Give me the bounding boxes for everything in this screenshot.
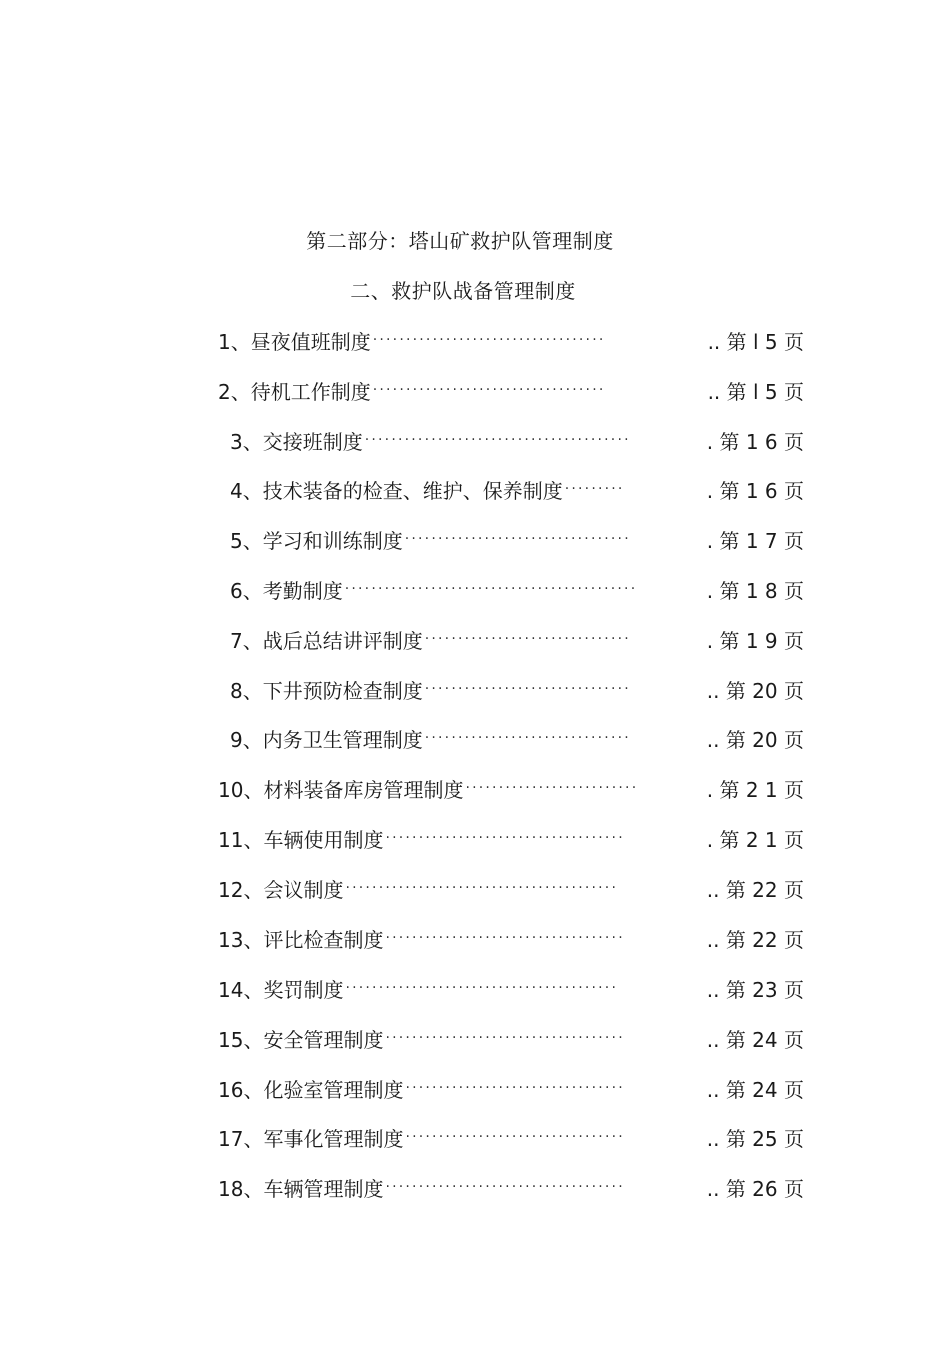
toc-leader-dots: ································· <box>405 1129 625 1145</box>
toc-entry-label: 7、战后总结讲评制度 <box>230 629 423 653</box>
toc-entry-page: .. 第 20 页 <box>706 679 804 703</box>
toc-entry-page: . 第 2 1 页 <box>706 778 804 802</box>
toc-entry <box>0 427 950 457</box>
toc-entry-label: 17、军事化管理制度 <box>218 1127 404 1151</box>
toc-entry <box>0 327 950 357</box>
toc-leader-dots: ······························· <box>424 631 631 647</box>
toc-entry <box>0 1124 950 1154</box>
toc-leader-dots: ·························· <box>465 780 639 796</box>
toc-entry-page: . 第 1 8 页 <box>706 579 804 603</box>
toc-entry-label: 8、下井预防检查制度 <box>230 679 423 703</box>
toc-entry <box>0 825 950 855</box>
toc-entry-label: 2、待机工作制度 <box>218 380 371 404</box>
toc-entry-label: 13、评比检查制度 <box>218 928 384 952</box>
toc-entry-label: 5、学习和训练制度 <box>230 529 403 553</box>
toc-entry-label: 4、技术装备的检查、维护、保养制度 <box>230 479 563 503</box>
toc-entry-label: 1、昼夜值班制度 <box>218 330 371 354</box>
toc-leader-dots: ································· <box>405 1080 625 1096</box>
toc-entry-label: 11、车辆使用制度 <box>218 828 384 852</box>
toc-entry <box>0 925 950 955</box>
toc-entry-page: .. 第 23 页 <box>706 978 804 1002</box>
toc-leader-dots: ···································· <box>385 930 625 946</box>
toc-leader-dots: ··································· <box>372 332 606 348</box>
toc-entry-page: .. 第 l 5 页 <box>707 380 804 404</box>
toc-entry-label: 9、内务卫生管理制度 <box>230 728 423 752</box>
toc-entry-page: .. 第 22 页 <box>706 878 804 902</box>
toc-leader-dots: ······························· <box>424 730 631 746</box>
toc-entry <box>0 526 950 556</box>
toc-entry-page: .. 第 24 页 <box>706 1078 804 1102</box>
toc-entry-label: 6、考勤制度 <box>230 579 343 603</box>
toc-entry <box>0 1075 950 1105</box>
toc-leader-dots: ········································· <box>345 980 619 996</box>
toc-entry <box>0 975 950 1005</box>
toc-leader-dots: ·································· <box>404 531 631 547</box>
toc-entry-page: .. 第 25 页 <box>706 1127 804 1151</box>
toc-leader-dots: ···································· <box>385 1030 625 1046</box>
toc-entry-label: 16、化验室管理制度 <box>218 1078 404 1102</box>
toc-entry <box>0 1025 950 1055</box>
toc-leader-dots: ······························· <box>424 681 631 697</box>
toc-entry <box>0 576 950 606</box>
toc-entry-page: .. 第 26 页 <box>706 1177 804 1201</box>
toc-entry <box>0 725 950 755</box>
toc-leader-dots: ········· <box>564 481 625 497</box>
toc-entry <box>0 676 950 706</box>
toc-entry-label: 3、交接班制度 <box>230 430 363 454</box>
toc-leader-dots: ···································· <box>385 1179 625 1195</box>
toc-entry <box>0 476 950 506</box>
toc-leader-dots: ··································· <box>372 382 606 398</box>
toc-entry-label: 10、材料装备库房管理制度 <box>218 778 464 802</box>
toc-entry-page: .. 第 24 页 <box>706 1028 804 1052</box>
toc-leader-dots: ············································ <box>344 581 638 597</box>
toc-entry <box>0 626 950 656</box>
toc-entry-page: . 第 1 6 页 <box>706 430 804 454</box>
toc-leader-dots: ········································· <box>345 880 619 896</box>
toc-leader-dots: ········································ <box>364 432 631 448</box>
toc-entry-page: . 第 1 7 页 <box>706 529 804 553</box>
toc-entry-label: 15、安全管理制度 <box>218 1028 384 1052</box>
toc-entry-page: . 第 1 9 页 <box>706 629 804 653</box>
section-title: 二、救护队战备管理制度 <box>350 279 576 303</box>
toc-entry <box>0 377 950 407</box>
toc-entry-page: .. 第 20 页 <box>706 728 804 752</box>
toc-entry-page: .. 第 l 5 页 <box>707 330 804 354</box>
toc-entry-page: .. 第 22 页 <box>706 928 804 952</box>
toc-entry-page: . 第 1 6 页 <box>706 479 804 503</box>
toc-entry-label: 18、车辆管理制度 <box>218 1177 384 1201</box>
toc-leader-dots: ···································· <box>385 830 625 846</box>
toc-entry-page: . 第 2 1 页 <box>706 828 804 852</box>
toc-entry <box>0 875 950 905</box>
part-title: 第二部分：塔山矿救护队管理制度 <box>306 229 614 253</box>
toc-entry <box>0 1174 950 1204</box>
toc-entry-label: 12、会议制度 <box>218 878 344 902</box>
toc-entry-label: 14、奖罚制度 <box>218 978 344 1002</box>
toc-entry <box>0 775 950 805</box>
